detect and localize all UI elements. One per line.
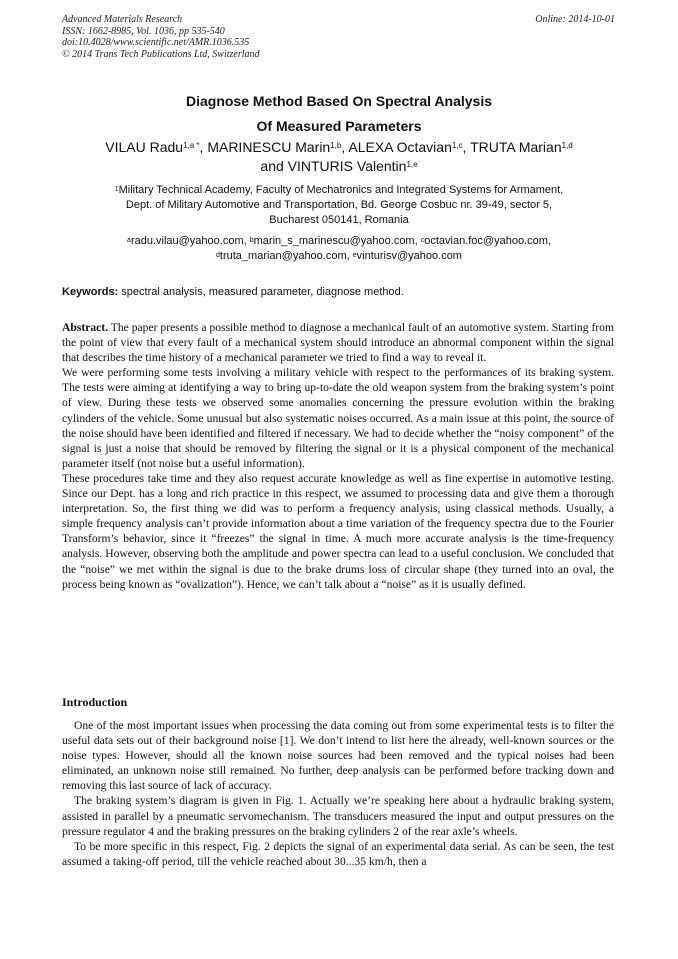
email-address: vinturisv@yahoo.com bbox=[356, 250, 462, 262]
affiliation-sup: 1 bbox=[114, 186, 119, 193]
author-sup: 1,c bbox=[451, 141, 463, 150]
author-name: and VINTURIS Valentin bbox=[260, 158, 407, 174]
email-address: truta_marian@yahoo.com, bbox=[219, 250, 353, 262]
email-address: octavian.foc@yahoo.com, bbox=[424, 235, 551, 247]
affiliation: $^1$Military Technical Academy, Faculty of Mechatronics and Integrated Systems for Armament, Dept. of Military Automotive and Transportation, Bd. George Cosbuc nr. 39-49, sector 5, Bucharest 050141, Romania bbox=[114, 184, 564, 226]
author-line-1: VILAU Radu$^{1,a *}$, MARINESCU Marin$^{1,b}$, ALEXA Octavian$^{1,c}$, TRUTA Marian$^{1,d}$ bbox=[105, 139, 573, 155]
online-date: Online: 2014-10-01 bbox=[535, 14, 615, 25]
journal-name: Advanced Materials Research bbox=[62, 14, 183, 25]
keywords-label: Keywords: bbox=[62, 286, 119, 298]
author-sup: 1,e bbox=[406, 160, 418, 169]
author-list bbox=[30, 138, 648, 176]
author-name: VILAU Radu bbox=[105, 139, 184, 155]
abstract-paragraph: Abstract. The paper presents a possible method to diagnose a mechanical fault of an automotive system. Starting from the point of view that every fault of a mechanical system should introduce an abnormal component within the signal that describes the time history of a mechanical parameter we tried to find a way to reveal it. bbox=[62, 321, 614, 365]
author-sup: 1,a * bbox=[183, 141, 200, 150]
section-heading-introduction: Introduction bbox=[62, 695, 128, 709]
keywords bbox=[62, 285, 622, 300]
intro-paragraph: To be more specific in this respect, Fig. 2 depicts the signal of an experimental data serial. As can be seen, the test assumed a taking-off period, till the vehicle reached about 30...35 km/h, then a bbox=[62, 839, 614, 868]
author-name: ALEXA Octavian bbox=[348, 139, 452, 155]
author-line-2 bbox=[30, 157, 648, 176]
email-address: radu.vilau@yahoo.com, bbox=[130, 235, 250, 247]
author-sup: 1,d bbox=[561, 141, 573, 150]
author-sup: 1,b bbox=[330, 141, 342, 150]
author-emails: $^a$radu.vilau@yahoo.com, $^b$marin_s_marinescu@yahoo.com, $^c$octavian.foc@yahoo.com, $^d$truta_marian@yahoo.com, $^e$vinturisv@yahoo.com bbox=[127, 235, 551, 262]
abstract-paragraph: These procedures take time and they also request accurate knowledge as well as fine expertise in automotive testing. Since our Dept. has a long and rich practice in this respect, we assumed to processing data and give them a thorough interpretation. So, the first thing we did was to perform a frequency analysis, using classical methods. Usually, a simple frequency analysis can’t provide information about a time variation of the frequency spectra due to the Fourier Transform’s behavior, since it “freezes” the signal in time. A much more accurate analysis is the time-frequency analysis. However, observing both the amplitude and power spectra can lead to a useful conclusion. We concluded that the “noise” we met within the signal is due to the brake drums loss of circular shape (they turned into an oval, the process being known as “ovalization”). Hence, we can’t talk about a “noise” as it is usually defined. bbox=[62, 471, 614, 591]
paper-title-line2: Of Measured Parameters bbox=[256, 118, 422, 134]
journal-copyright: © 2014 Trans Tech Publications Ltd, Switzerland bbox=[62, 48, 260, 60]
keywords-text: spectral analysis, measured parameter, diagnose method. bbox=[118, 286, 404, 298]
abstract-paragraph: We were performing some tests involving a military vehicle with respect to the performances of its braking system. The tests were aiming at identifying a way to bring up-to-date the old weapon system from the braking system’s point of view. During these tests we observed some anomalies concerning the pressure evolution within the braking cylinders of the vehicle. Some unusual but also systematic noises occurred. As a main issue at this point, the source of the noise should have been identified and filtered if necessary. We had to decide whether the “noisy component” of the signal is just a noise that should be removed by filtering the signal or it is a physical component of the mechanical parameter itself (not noise but a useful information). bbox=[62, 366, 614, 470]
journal-header bbox=[62, 14, 260, 60]
intro-paragraph: One of the most important issues when processing the data coming out from some experimental tests is to filter the useful data sets out of their background noise [1]. We don’t intend to list here the already, well-known sources or the noise types. However, should all the known noise sources had been removed and the typical noises had been eliminated, an unknown noise still remained. No further, deep analysis can be performed before tracking down and removing this last source of lack of accuracy. bbox=[62, 719, 614, 793]
author-name: TRUTA Marian bbox=[470, 139, 562, 155]
email-address: marin_s_marinescu@yahoo.com, bbox=[253, 235, 421, 247]
intro-paragraph: The braking system’s diagram is given in Fig. 1. Actually we’re speaking here about a hydraulic braking system, assisted in parallel by a pneumatic servomechanism. The transducers measured the input and output pressures on the pressure regulator 4 and the braking pressures on the braking cylinders 2 of the rear axle’s wheels. bbox=[62, 794, 614, 838]
journal-doi: doi:10.4028/www.scientific.net/AMR.1036.535 bbox=[62, 37, 250, 48]
introduction-text bbox=[62, 718, 614, 869]
journal-issn: ISSN: 1662-8985, Vol. 1036, pp 535-540 bbox=[62, 25, 225, 37]
paper-title-line1: Diagnose Method Based On Spectral Analysis bbox=[185, 93, 492, 109]
abstract-label: Abstract. bbox=[62, 321, 109, 334]
abstract bbox=[62, 320, 614, 592]
author-name: MARINESCU Marin bbox=[207, 139, 331, 155]
